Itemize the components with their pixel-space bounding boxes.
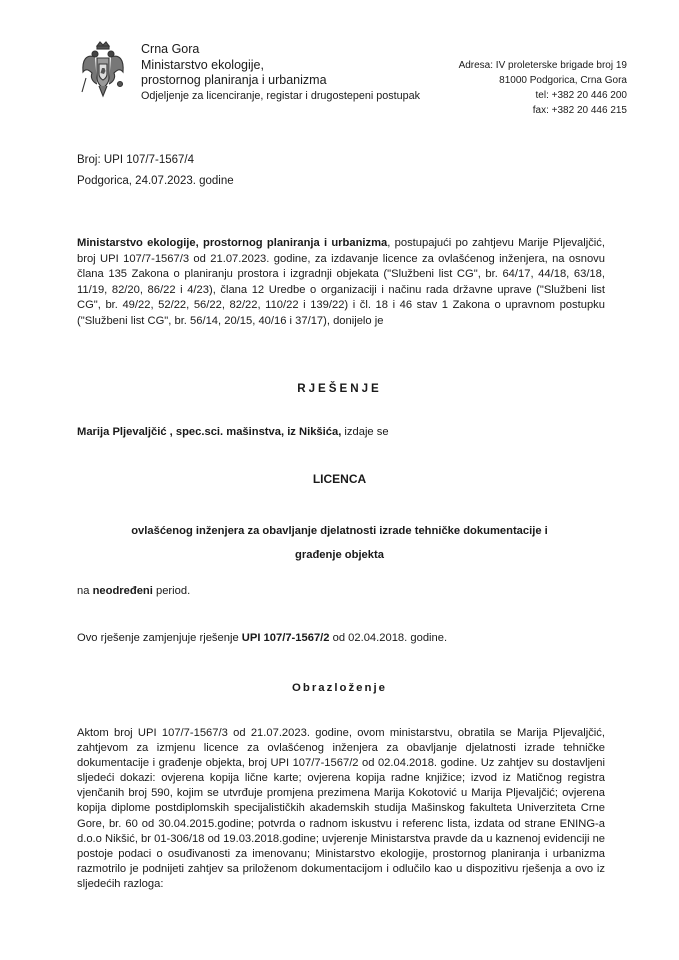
replace-prefix: Ovo rješenje zamjenjuje rješenje xyxy=(77,632,242,644)
replace-number: UPI 107/7-1567/2 xyxy=(241,632,330,644)
address-block xyxy=(459,58,627,118)
licence-description xyxy=(0,519,679,567)
licence-title: LICENCA xyxy=(312,472,367,486)
ministry-name-line1: Ministarstvo ekologije, xyxy=(141,57,264,72)
coat-of-arms-icon xyxy=(80,40,126,100)
period-suffix: period. xyxy=(152,585,191,597)
replace-suffix: od 02.04.2018. godine. xyxy=(329,632,448,644)
period-line xyxy=(77,585,190,597)
decision-title: RJEŠENJE xyxy=(297,382,382,395)
period-prefix: na xyxy=(77,585,93,597)
period-bold: neodređeni xyxy=(92,585,153,597)
ministry-bold: Ministarstvo ekologije, prostornog planiranja i urbanizma xyxy=(77,237,388,249)
document-place-date: Podgorica, 24.07.2023. godine xyxy=(77,175,234,187)
licence-description-line2: građenje objekta xyxy=(295,549,384,561)
applicant-suffix: izdaje se xyxy=(341,426,389,438)
document-number: Broj: UPI 107/7-1567/4 xyxy=(77,154,194,166)
address-city: 81000 Podgorica, Crna Gora xyxy=(499,75,627,86)
organization-header xyxy=(141,42,420,104)
reasoning-title: Obrazloženje xyxy=(292,682,387,694)
address-street: Adresa: IV proleterske brigade broj 19 xyxy=(458,60,627,71)
intro-text: , postupajući po zahtjevu Marije Pljevaljčić, broj UPI 107/7-1567/3 od 21.07.2023. godine, za izdavanje licence za ovlašćenog inženjera, na osnovu člana 135 Zakona o planiranju prostora i izgradnji objekata ("Službeni list CG", br. 64/17, 44/18, 63/18, 11/19, 82/20, 86/22 i 4/23), člana 12 Uredbe o organizaciji i načinu rada državne uprave ("Službeni list CG", br. 49/22, 52/22, 56/22, 82/22, 110/22 i 139/22) i čl. 18 i 46 stav 1 Zakona o upravnom postupku ("Službeni list CG", br. 56/14, 20/15, 40/16 i 37/17), donijelo je xyxy=(77,237,605,327)
document-meta xyxy=(77,150,234,192)
ministry-name-line2: prostornog planiranja i urbanizma xyxy=(141,73,327,87)
applicant-name: Marija Pljevaljčić , spec.sci. mašinstva, iz Nikšića, xyxy=(77,426,342,438)
licence-description-line1: ovlašćenog inženjera za obavljanje djelatnosti izrade tehničke dokumentacije i xyxy=(131,525,548,537)
intro-paragraph xyxy=(77,236,605,330)
address-tel: tel: +382 20 446 200 xyxy=(535,90,627,101)
country-name: Crna Gora xyxy=(141,42,200,56)
reasoning-paragraph: Aktom broj UPI 107/7-1567/3 od 21.07.2023. godine, ovom ministarstvu, obratila se Marija Pljevaljčić, zahtjevom za izmjenu licence za ovlašćenog inženjera za obavljanje djelatnosti izrade tehničke dokumentacije i građenje objekta, broj UPI 107/7-1567/2 od 02.04.2018. godine. Uz zahtjev su dostavljeni sljedeći dokazi: ovjerena kopija lične karte; ovjerena kopija radne knjižice; izvod iz Matičnog registra vjenčanih broj 590, kojim se utvrđuje promjena prezimena Marija Kokotović u Marija Pljevaljčić; ovjerena kopija diplome postdiplomskih specijalističkih akademskih studija Mašinskog fakulteta Univerziteta Crne Gore, br. 60 od 30.04.2015.godine; potvrda o radnom iskustvu i referenc lista, izdata od strane ENING-a d.o.o Nikšić, br 01-306/18 od 19.03.2018.godine; uvjerenje Ministarstva pravde da u kaznenoj evidenciji ne postoje podaci o osuđivanosti za imenovanu; Ministarstvo ekologije, prostornog planiranja i urbanizma razmotrilo je podnijeti zahtjev sa priloženom dokumentacijom i odlučilo kao u dispozitivu rješenja a ovo iz sljedećih razloga: xyxy=(77,727,606,890)
department-name: Odjeljenje za licenciranje, registar i drugostepeni postupak xyxy=(141,89,421,102)
replacement-line xyxy=(77,632,447,644)
address-fax: fax: +382 20 446 215 xyxy=(532,105,627,116)
applicant-line xyxy=(77,426,389,438)
